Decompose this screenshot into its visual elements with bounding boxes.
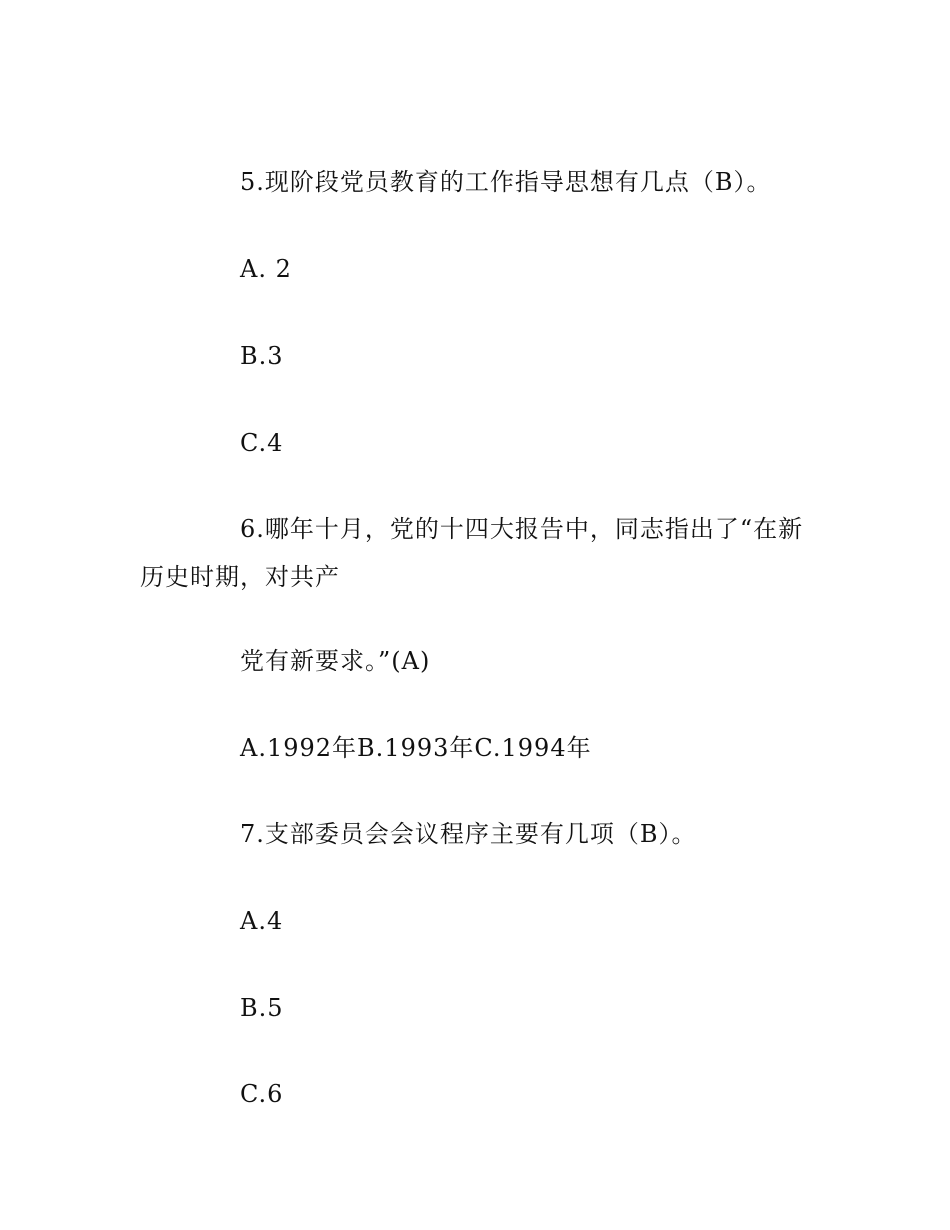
question-6-line-3: 党有新要求。”(A): [240, 647, 431, 675]
question-5-option-b: B.3: [240, 342, 284, 370]
question-6-line-2: 历史时期，对共产: [140, 563, 340, 591]
question-7-option-b: B.5: [240, 994, 284, 1022]
question-6-options: A.1992年B.1993年C.1994年: [240, 734, 592, 762]
question-6-line-1: 6.哪年十月，党的十四大报告中，同志指出了“在新: [240, 515, 804, 543]
question-7: 7.支部委员会会议程序主要有几项（B）。: [240, 820, 697, 848]
question-7-option-c: C.6: [240, 1080, 284, 1108]
question-5-option-c: C.4: [240, 429, 284, 457]
question-5-option-a: A. 2: [240, 255, 292, 283]
question-5: 5.现阶段党员教育的工作指导思想有几点（B）。: [240, 168, 772, 196]
question-7-option-a: A.4: [240, 907, 284, 935]
